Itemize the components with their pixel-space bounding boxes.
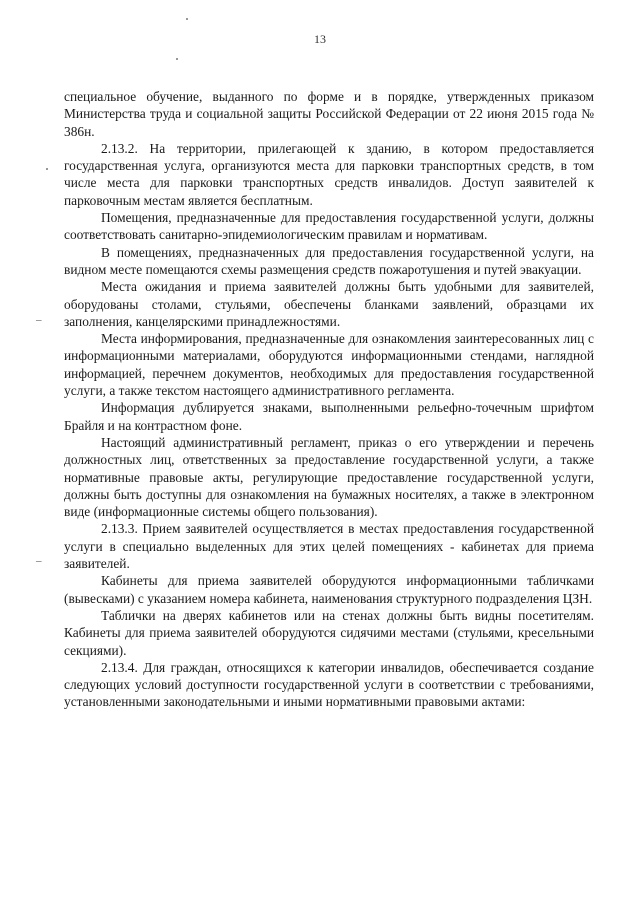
paragraph: Помещения, предназначенные для предоставления государственной услуги, должны соответствовать санитарно-эпидемиологическим правилам и нормативам. xyxy=(64,210,594,243)
paragraph: Места ожидания и приема заявителей должны быть удобными для заявителей, оборудованы столами, стульями, обеспечены бланками заявлений, образцами их заполнения, канцелярскими принадлежностями. xyxy=(64,279,594,329)
paragraph: 2.13.2. На территории, прилегающей к зданию, в котором предоставляется государственная услуга, организуются места для парковки транспортных средств, в том числе места для парковки транспортных средств инвалидов. Доступ заявителей к парковочным местам является бесплатным. xyxy=(64,140,594,208)
paragraph: Информация дублируется знаками, выполненными рельефно-точечным шрифтом Брайля и на контрастном фоне. xyxy=(64,400,594,433)
scan-speck xyxy=(176,58,178,60)
scan-speck xyxy=(46,168,48,170)
paragraph: В помещениях, предназначенных для предоставления государственной услуги, на видном месте помещаются схемы размещения средств пожаротушения и путей эвакуации. xyxy=(64,244,594,277)
paragraph: 2.13.4. Для граждан, относящихся к категории инвалидов, обеспечивается создание следующих условий доступности государственной услуги в соответствии с требованиями, установленными законодательными и иными нормативными правовыми актами: xyxy=(64,659,594,710)
margin-mark: – xyxy=(36,314,42,326)
paragraph: Места информирования, предназначенные для ознакомления заинтересованных лиц с информационными материалами, оборудуются информационными стендами, наглядной информацией, перечнем документов, необходимых для предоставления государственной услуги, а также текстом настоящего административного регламента. xyxy=(64,331,594,399)
paragraph: Настоящий административный регламент, приказ о его утверждении и перечень должностных лиц, ответственных за предоставление государственной услуги, а также нормативные правовые акты, регулирующие предоставление государственной услуги, должны быть доступны для ознакомления на бумажных носителях, а также в электронном виде (информационные системы общего пользования). xyxy=(64,434,594,520)
margin-mark: – xyxy=(36,555,42,567)
paragraph: специальное обучение, выданного по форме и в порядке, утвержденных приказом Министерства труда и социальной защиты Российской Федерации от 22 июня 2015 года № 386н. xyxy=(64,89,594,139)
scan-speck xyxy=(186,18,188,20)
page-number: 13 xyxy=(314,32,326,46)
paragraph: 2.13.3. Прием заявителей осуществляется в местах предоставления государственной услуги в специально выделенных для этих целей помещениях - кабинетах для приема заявителей. xyxy=(64,521,594,572)
document-body xyxy=(64,88,594,711)
paragraph: Кабинеты для приема заявителей оборудуются информационными табличками (вывесками) с указанием номера кабинета, наименования структурного подразделения ЦЗН. xyxy=(64,573,594,606)
paragraph: Таблички на дверях кабинетов или на стенах должны быть видны посетителям. Кабинеты для приема заявителей оборудуются сидячими местами (стульями, кресельными секциями). xyxy=(64,607,594,658)
